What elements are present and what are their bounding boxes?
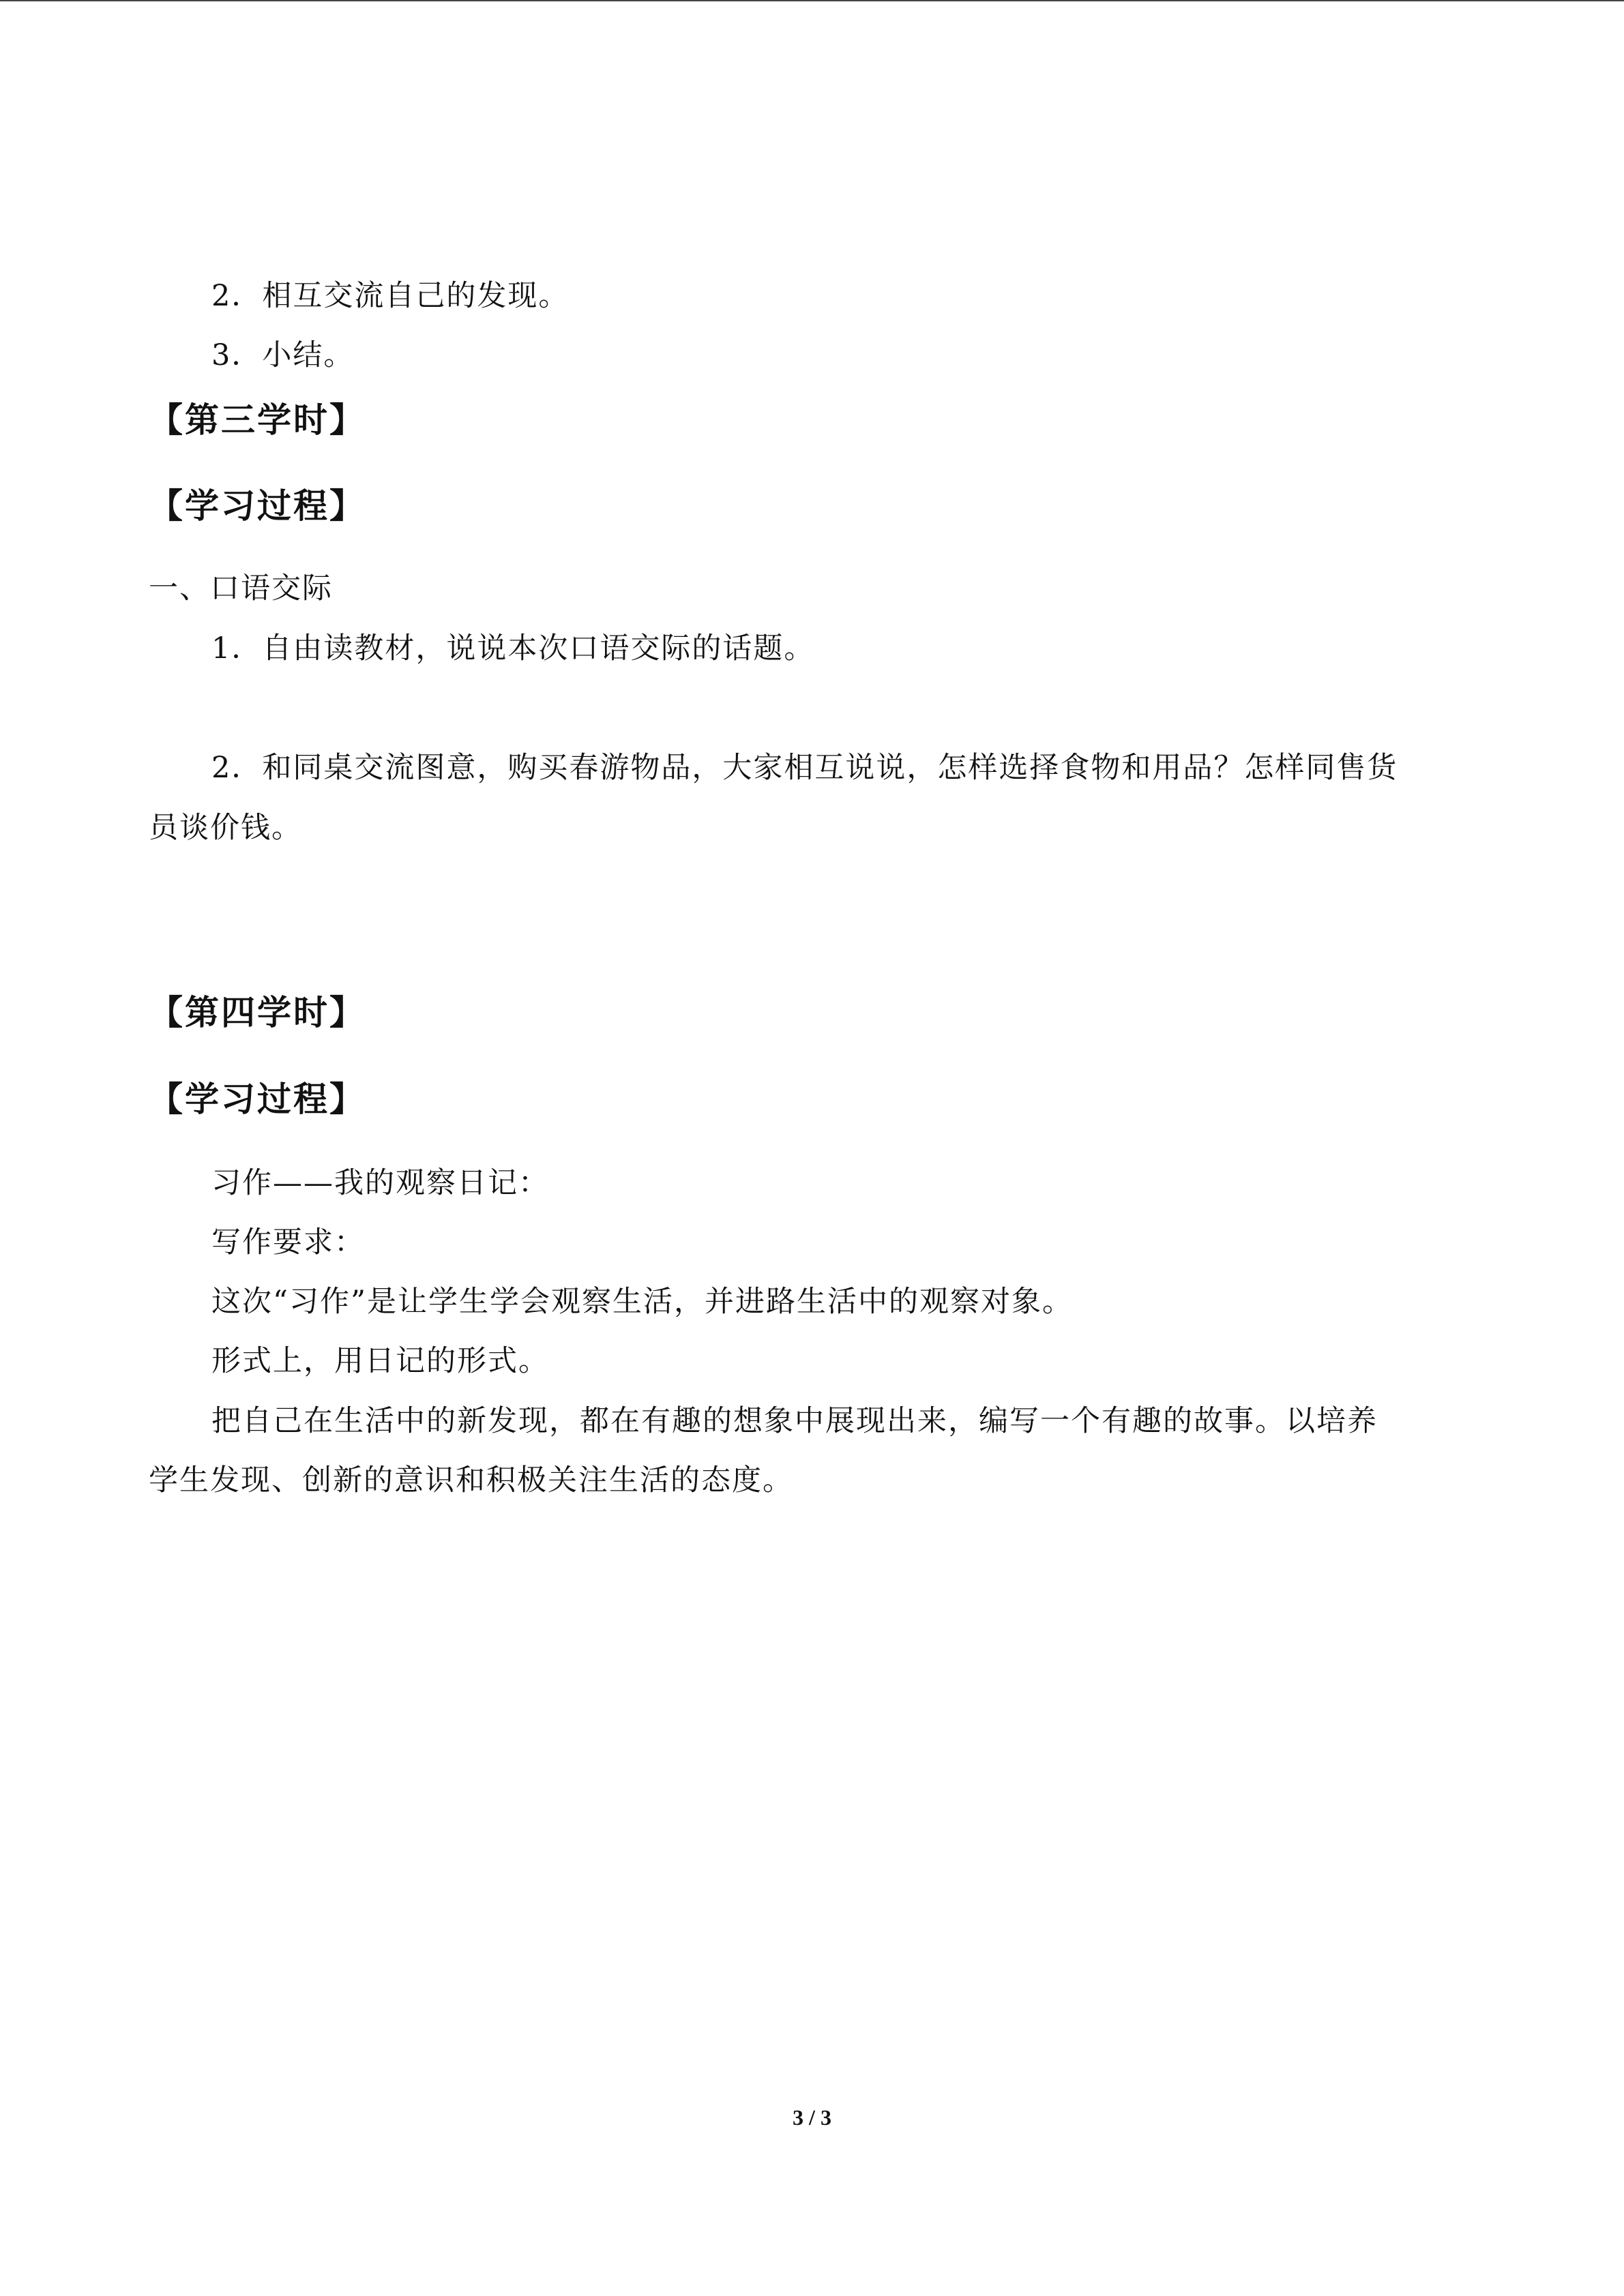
- paragraph-line: 把自己在生活中的新发现，都在有趣的想象中展现出来，编写一个有趣的故事。以培养: [211, 1404, 1378, 1438]
- section-heading-third-lesson: 【第三学时】: [149, 400, 366, 440]
- section-subheading-learning-process: 【学习过程】: [149, 486, 366, 526]
- list-item: 3．小结。: [211, 338, 355, 372]
- paragraph-line: 这次“习作”是让学生学会观察生活，并进路生活中的观察对象。: [211, 1285, 1073, 1319]
- paragraph-line: 习作——我的观察日记：: [211, 1166, 549, 1200]
- part-title-oral-communication: 一、口语交际: [149, 571, 333, 606]
- paragraph-line-continuation: 学生发现、创新的意识和积极关注生活的态度。: [149, 1463, 793, 1497]
- paragraph-line: 形式上，用日记的形式。: [211, 1344, 549, 1378]
- list-item: 1．自由读教材，说说本次口语交际的话题。: [211, 631, 815, 666]
- section-subheading-learning-process: 【学习过程】: [149, 1079, 366, 1119]
- list-item: 2．和同桌交流图意，购买春游物品，大家相互说说，怎样选择食物和用品？怎样同售货: [211, 751, 1398, 785]
- page-number: 3 / 3: [793, 2105, 831, 2130]
- list-item-continuation: 员谈价钱。: [149, 811, 302, 845]
- paragraph-line: 写作要求：: [211, 1225, 365, 1259]
- section-heading-fourth-lesson: 【第四学时】: [149, 993, 366, 1032]
- list-item: 2．相互交流自己的发现。: [211, 279, 570, 313]
- page-top-border: [0, 0, 1624, 1]
